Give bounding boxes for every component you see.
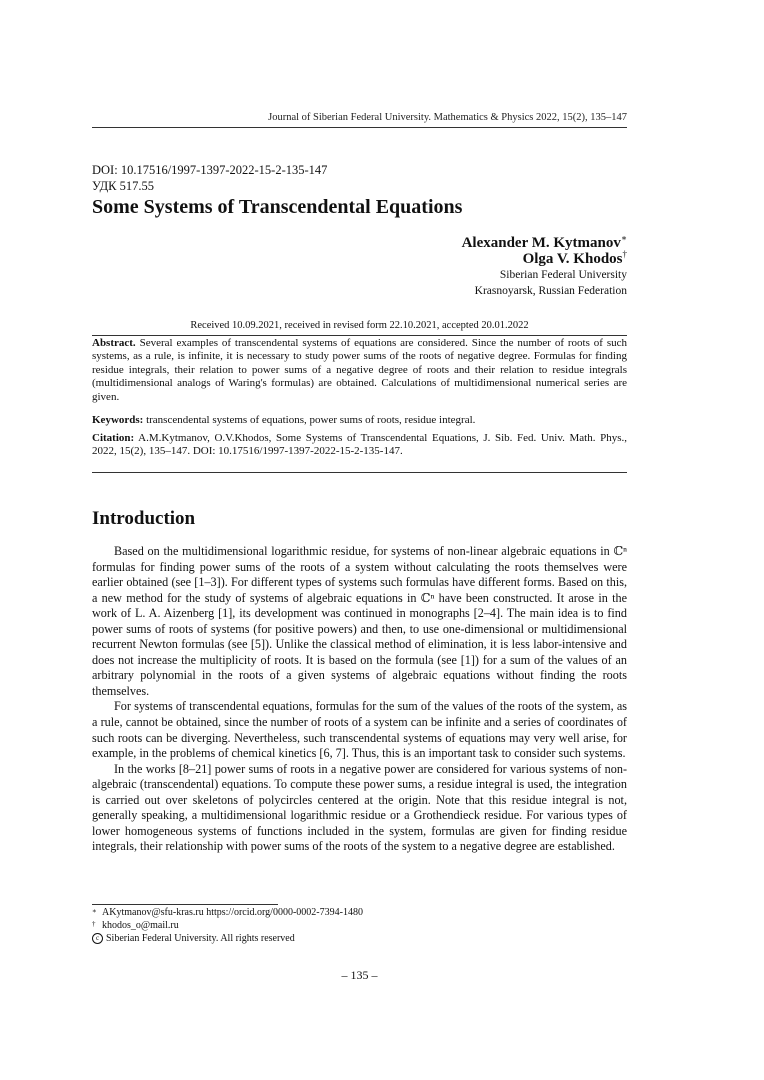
- author-2-name: Olga V. Khodos: [522, 251, 623, 267]
- footnote-2: [92, 920, 179, 931]
- footnote-2-text: khodos_o@mail.ru: [102, 920, 179, 931]
- abstract: [92, 337, 627, 404]
- author-2: [523, 251, 627, 268]
- paper-title: Some Systems of Transcendental Equations: [92, 196, 463, 218]
- affiliation-line-2: Krasnoyarsk, Russian Federation: [474, 285, 627, 297]
- keywords-label: Keywords:: [92, 414, 144, 426]
- affiliation-line-1: Siberian Federal University: [499, 269, 627, 281]
- running-head: Journal of Siberian Federal University. Mathematics & Physics 2022, 15(2), 135–147: [268, 112, 627, 123]
- paragraph-1: Based on the multidimensional logarithmic residue, for systems of non-linear algebraic equations in ℂⁿ formulas for finding power sums of the roots of a system without calculating the roots themselves were earlier obtained (see [1–3]). For different types of systems such formulas have different forms. Based on this, a new method for the study of systems of algebraic equations in ℂⁿ have been constructed. It arose in the work of L. A. Aizenberg [1], its development was continued in monographs [2–4]. The main idea is to find power sums of roots of systems (for positive powers) and then, to use one-dimensional or multidimensional recurrent Newton formulas (see [5]). Unlike the classical method of elimination, it is less labor-intensive and does not increase the multiplicity of roots. It is based on the formula (see [1]) for a sum of the values of an arbitrary polynomial in the roots of a given systems of algebraic equations without finding the roots themselves.: [92, 544, 627, 698]
- keywords: [92, 414, 627, 427]
- footnote-copyright-text: Siberian Federal University. All rights reserved: [106, 933, 295, 944]
- footnote-copyright: [92, 933, 295, 944]
- keywords-text: transcendental systems of equations, power sums of roots, residue integral.: [143, 414, 476, 426]
- footnote-1-mark: ∗: [92, 907, 97, 915]
- author-1: [462, 235, 627, 252]
- paragraph-3: In the works [8–21] power sums of roots in a negative power are considered for various systems of non-algebraic (transcendental) equations. To compute these power sums, a residue integral is used, the integration is carried out over skeletons of polycircles centered at the origin. Note that this residue integral is not, generally speaking, a multidimensional logarithmic residue or a Grothendieck residue. For various types of lower homogeneous systems of functions included in the system, formulas are given for finding residue integrals, their relationship with power sums of the roots of the system to a negative degree are established.: [92, 761, 627, 854]
- introduction-body: [92, 544, 627, 855]
- page-number: – 135 –: [341, 968, 378, 982]
- udk-line: УДК 517.55: [92, 179, 154, 193]
- author-1-mark: ∗: [620, 233, 627, 243]
- citation-text: A.M.Kytmanov, O.V.Khodos, Some Systems of Transcendental Equations, J. Sib. Fed. Univ. Math. Phys., 2022, 15(2), 135–147. DOI: 10.17516/1997-1397-2022-15-2-135-147.: [92, 432, 627, 458]
- footnote-2-mark: †: [92, 920, 96, 928]
- received-dates: Received 10.09.2021, received in revised form 22.10.2021, accepted 20.01.2022: [190, 320, 529, 331]
- abstract-label: Abstract.: [92, 337, 136, 349]
- citation: [92, 432, 627, 459]
- section-heading-introduction: Introduction: [92, 508, 196, 529]
- abstract-text: Several examples of transcendental systems of equations are considered. Since the number of roots of such systems, as a rule, is infinite, it is necessary to study power sums of the roots of negative degree. Formulas for finding residue integrals, their relation to power sums of a negative degree of roots and their relation to residue integrals (multidimensional analogs of Waring's formulas) are obtained. Calculations of multidimensional numerical series are given.: [92, 337, 627, 403]
- footnote-1: [92, 907, 363, 918]
- copyright-icon: c: [92, 933, 103, 944]
- footnote-1-text: AKytmanov@sfu-kras.ru https://orcid.org/0000-0002-7394-1480: [102, 907, 363, 918]
- citation-label: Citation:: [92, 432, 135, 444]
- header-rule: [92, 127, 627, 128]
- paragraph-2: For systems of transcendental equations, formulas for the sum of the values of the roots of the system, as a rule, cannot be obtained, since the number of roots of a system can be infinite and a series of coordinates of such roots can be diverging. Nevertheless, such transcendental systems of equations may very well arise, for example, in the problems of chemical kinetics [6, 7]. Thus, this is an important task to consider such systems.: [92, 699, 627, 761]
- abstract-top-rule: [92, 335, 627, 336]
- abstract-bottom-rule: [92, 472, 627, 473]
- footnote-rule: [92, 904, 278, 905]
- author-1-name: Alexander M. Kytmanov: [461, 235, 621, 251]
- author-2-mark: †: [622, 249, 627, 259]
- doi-line: DOI: 10.17516/1997-1397-2022-15-2-135-147: [92, 163, 328, 177]
